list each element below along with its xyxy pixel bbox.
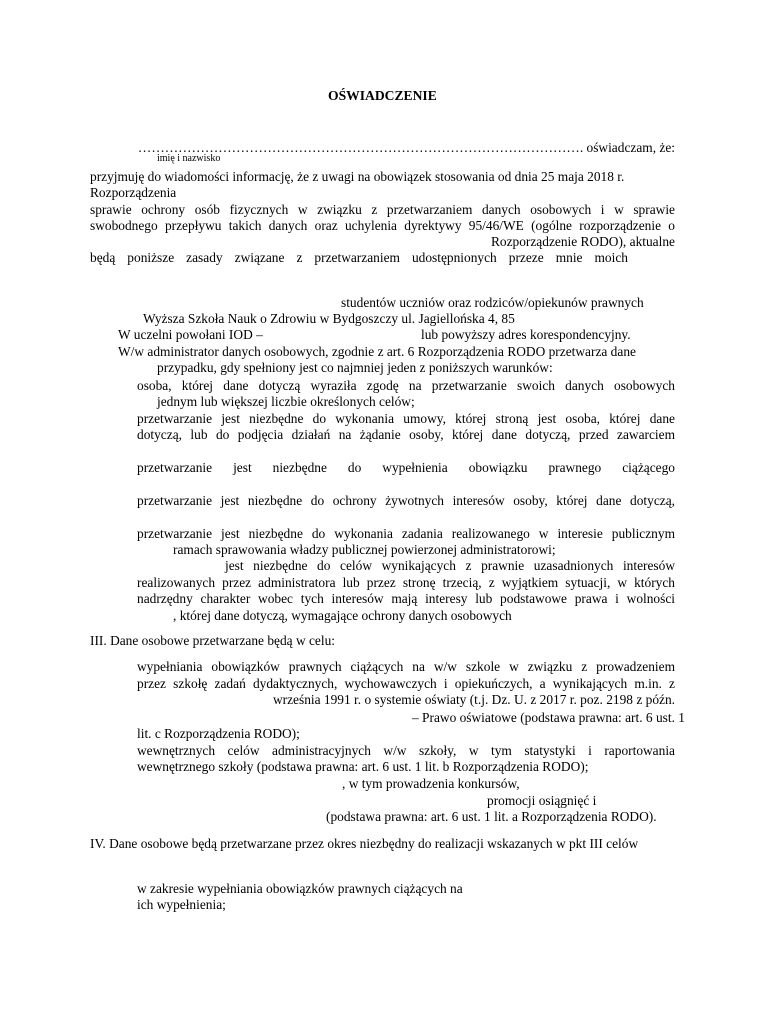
name-hint: imię i nazwisko (157, 153, 221, 164)
section3-c-line-2: promocji osiągnięć i (487, 793, 597, 808)
section3-a-line-5: lit. c Rozporządzenia RODO); (137, 726, 300, 741)
section3-c-line-3: (podstawa prawna: art. 6 ust. 1 lit. a Rozporządzenia RODO). (326, 809, 657, 824)
condition-2-line-1: przetwarzanie jest niezbędne do wykonania umowy, której stroną jest osoba, której dane (137, 411, 675, 426)
intro-line-5: Rozporządzenie RODO), aktualne (490, 234, 675, 249)
section1-line-3a: W uczelni powołani IOD – (118, 327, 263, 342)
name-dots-line: ………………………………………………………………………………………. oświadczam, że: (137, 140, 675, 155)
section1-line-1: studentów uczniów oraz rodziców/opiekunów prawnych (341, 295, 644, 310)
section1-line-2: Wyższa Szkoła Nauk o Zdrowiu w Bydgoszczy ul. Jagiellońska 4, 85 (143, 311, 515, 326)
condition-3-line-1: przetwarzanie jest niezbędne do wypełnienia obowiązku prawnego ciążącego (137, 460, 675, 475)
condition-6-line-2: realizowanych przez administratora lub przez stronę trzecią, z wyjątkiem sytuacji, w których (137, 575, 675, 590)
document-title: OŚWIADCZENIE (328, 88, 437, 103)
condition-6-line-4: , której dane dotyczą, wymagające ochrony danych osobowych (173, 608, 512, 623)
intro-line-2: Rozporządzenia (90, 185, 177, 200)
condition-5-line-2: ramach sprawowania władzy publicznej powierzonej administratorowi; (173, 542, 556, 557)
section3-a-line-4: – Prawo oświatowe (podstawa prawna: art. 6 ust. 1 (412, 710, 685, 725)
intro-line-4: swobodnego przepływu takich danych oraz uchylenia dyrektywy 95/46/WE (ogólne rozporządzenie o (90, 218, 675, 233)
condition-6-line-1: jest niezbędne do celów wynikających z prawnie uzasadnionych interesów (225, 558, 675, 573)
condition-6-line-3: nadrzędny charakter wobec tych interesów mają interesy lub podstawowe prawa i wolności (137, 591, 675, 606)
section3-a-line-1: wypełniania obowiązków prawnych ciążących na w/w szkole w związku z prowadzeniem (137, 659, 675, 674)
section3-b-line-1: wewnętrznych celów administracyjnych w/w szkoły, w tym statystyki i raportowania (137, 743, 675, 758)
section3-c-line-1: , w tym prowadzenia konkursów, (342, 776, 520, 791)
section3-heading: III. Dane osobowe przetwarzane będą w celu: (90, 633, 336, 648)
section1-line-4: W/w administrator danych osobowych, zgodnie z art. 6 Rozporządzenia RODO przetwarza dane (118, 344, 636, 359)
section4-line-1: w zakresie wypełniania obowiązków prawnych ciążących na (137, 881, 463, 896)
intro-line-6: będą poniższe zasady związane z przetwarzaniem udostępnionych przeze mnie moich (90, 250, 628, 265)
condition-4-line-1: przetwarzanie jest niezbędne do ochrony żywotnych interesów osoby, której dane dotyczą, (137, 493, 675, 508)
section3-a-line-2: przez szkołę zadań dydaktycznych, wychowawczych i opiekuńczych, a wynikających m.in. z (137, 676, 675, 691)
condition-1-line-1: osoba, której dane dotyczą wyraziła zgodę na przetwarzanie swoich danych osobowych (137, 378, 675, 393)
intro-line-3: sprawie ochrony osób fizycznych w związku z przetwarzaniem danych osobowych i w sprawie (90, 202, 675, 217)
section4-line-2: ich wypełnienia; (137, 897, 226, 912)
section4-heading: IV. Dane osobowe będą przetwarzane przez okres niezbędny do realizacji wskazanych w pkt III celów (90, 836, 639, 851)
section1-line-5: przypadku, gdy spełniony jest co najmniej jeden z poniższych warunków: (157, 360, 553, 375)
intro-line-1: przyjmuję do wiadomości informację, że z uwagi na obowiązek stosowania od dnia 25 maja 2018 r. (90, 169, 625, 184)
condition-2-line-2: dotyczą, lub do podjęcia działań na żądanie osoby, której dane dotyczą, przed zawarciem (137, 427, 675, 442)
section3-b-line-2: wewnętrznego szkoły (podstawa prawna: art. 6 ust. 1 lit. b Rozporządzenia RODO); (137, 759, 589, 774)
condition-5-line-1: przetwarzanie jest niezbędne do wykonania zadania realizowanego w interesie publicznym (137, 526, 675, 541)
section1-line-3b: lub powyższy adres korespondencyjny. (421, 327, 631, 342)
section3-a-line-3: września 1991 r. o systemie oświaty (t.j. Dz. U. z 2017 r. poz. 2198 z późn. (272, 692, 675, 707)
condition-1-line-2: jednym lub większej liczbie określonych celów; (157, 394, 415, 409)
